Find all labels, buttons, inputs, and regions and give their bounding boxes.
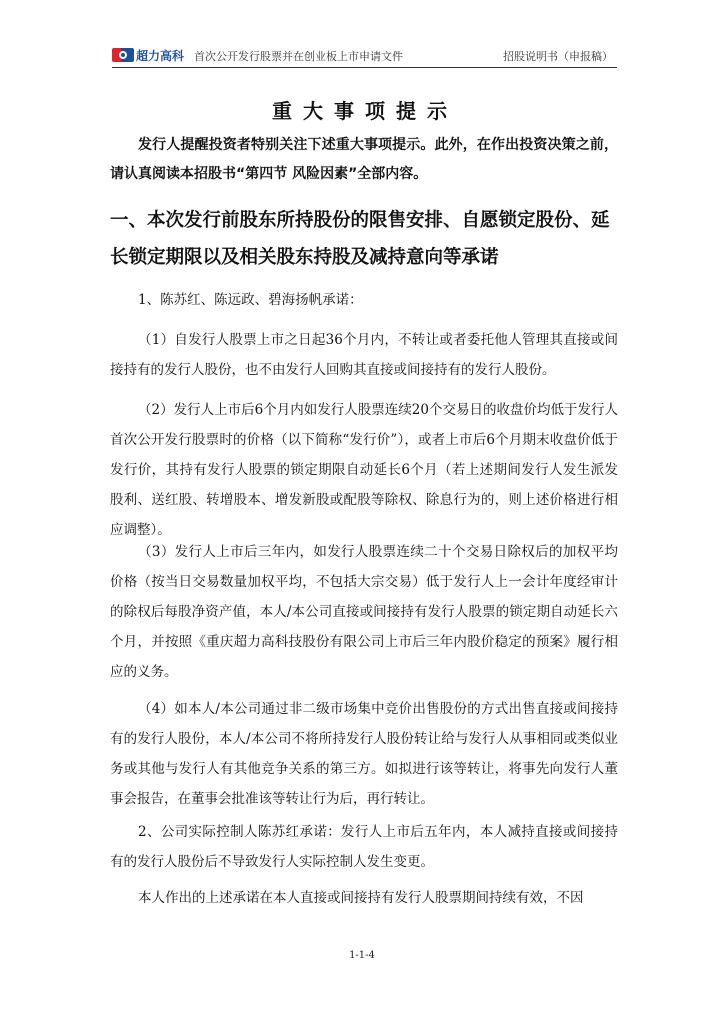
- company-logo: [112, 46, 194, 64]
- page-title: 重大事项提示: [272, 99, 458, 123]
- paragraph-7: 本人作出的上述承诺在本人直接或间接持有发行人股票期间持续有效，不因: [138, 890, 584, 906]
- paragraph-1: 1、陈苏红、陈远政、碧海扬帆承诺：: [138, 292, 363, 308]
- paragraph-2: （1）自发行人股票上市之日起36个月内，不转让或者委托他人管理其直接或间接持有的发行人股份，也不由发行人回购其直接或间接持有的发行人股份。: [110, 332, 618, 378]
- intro-paragraph: 发行人提醒投资者特别关注下述重大事项提示。此外，在作出投资决策之前，请认真阅读本招股书“第四节 风险因素”全部内容。: [110, 137, 618, 182]
- header-document-name: 首次公开发行股票并在创业板上市申请文件: [194, 50, 404, 63]
- paragraph-4: （3）发行人上市后三年内，如发行人股票连续二十个交易日除权后的加权平均价格（按当日交易数量加权平均，不包括大宗交易）低于发行人上一会计年度经审计的除权后每股净资产值，本人/本公司直接或间接持有发行人股票的锁定期自动延长六个月，并按照《重庆超力高科技股份有限公司上市后三年内股价稳定的预案》履行相应的义务。: [110, 544, 618, 680]
- page-number: 1-1-4: [349, 950, 375, 961]
- paragraph-6: 2、公司实际控制人陈苏红承诺：发行人上市后五年内，本人减持直接或间接持有的发行人股份后不导致发行人实际控制人发生变更。: [110, 824, 618, 870]
- page-header: [112, 46, 617, 68]
- section-heading: 一、本次发行前股东所持股份的限售安排、自愿锁定股份、延长锁定期限以及相关股东持股及减持意向等承诺: [110, 210, 610, 268]
- logo-text: 超力高科: [136, 48, 185, 63]
- paragraph-3: （2）发行人上市后6个月内如发行人股票连续20个交易日的收盘价均低于发行人首次公开发行股票时的价格（以下简称“发行价”），或者上市后6个月期末收盘价低于发行价，其持有发行人股票的锁定期限自动延长6个月（若上述期间发行人发生派发股利、送红股、转增股本、增发新股或配股等除权、除息行为的，则上述价格进行相应调整）。: [110, 402, 618, 538]
- logo-icon: [112, 48, 134, 62]
- paragraph-5: （4）如本人/本公司通过非二级市场集中竞价出售股份的方式出售直接或间接持有的发行人股份，本人/本公司不将所持发行人股份转让给与发行人从事相同或类似业务或其他与发行人有其他竞争关系的第三方。如拟进行该等转让，将事先向发行人董事会报告，在董事会批准该等转让行为后，再行转让。: [110, 701, 618, 807]
- header-document-type: 招股说明书（申报稿）: [503, 50, 613, 63]
